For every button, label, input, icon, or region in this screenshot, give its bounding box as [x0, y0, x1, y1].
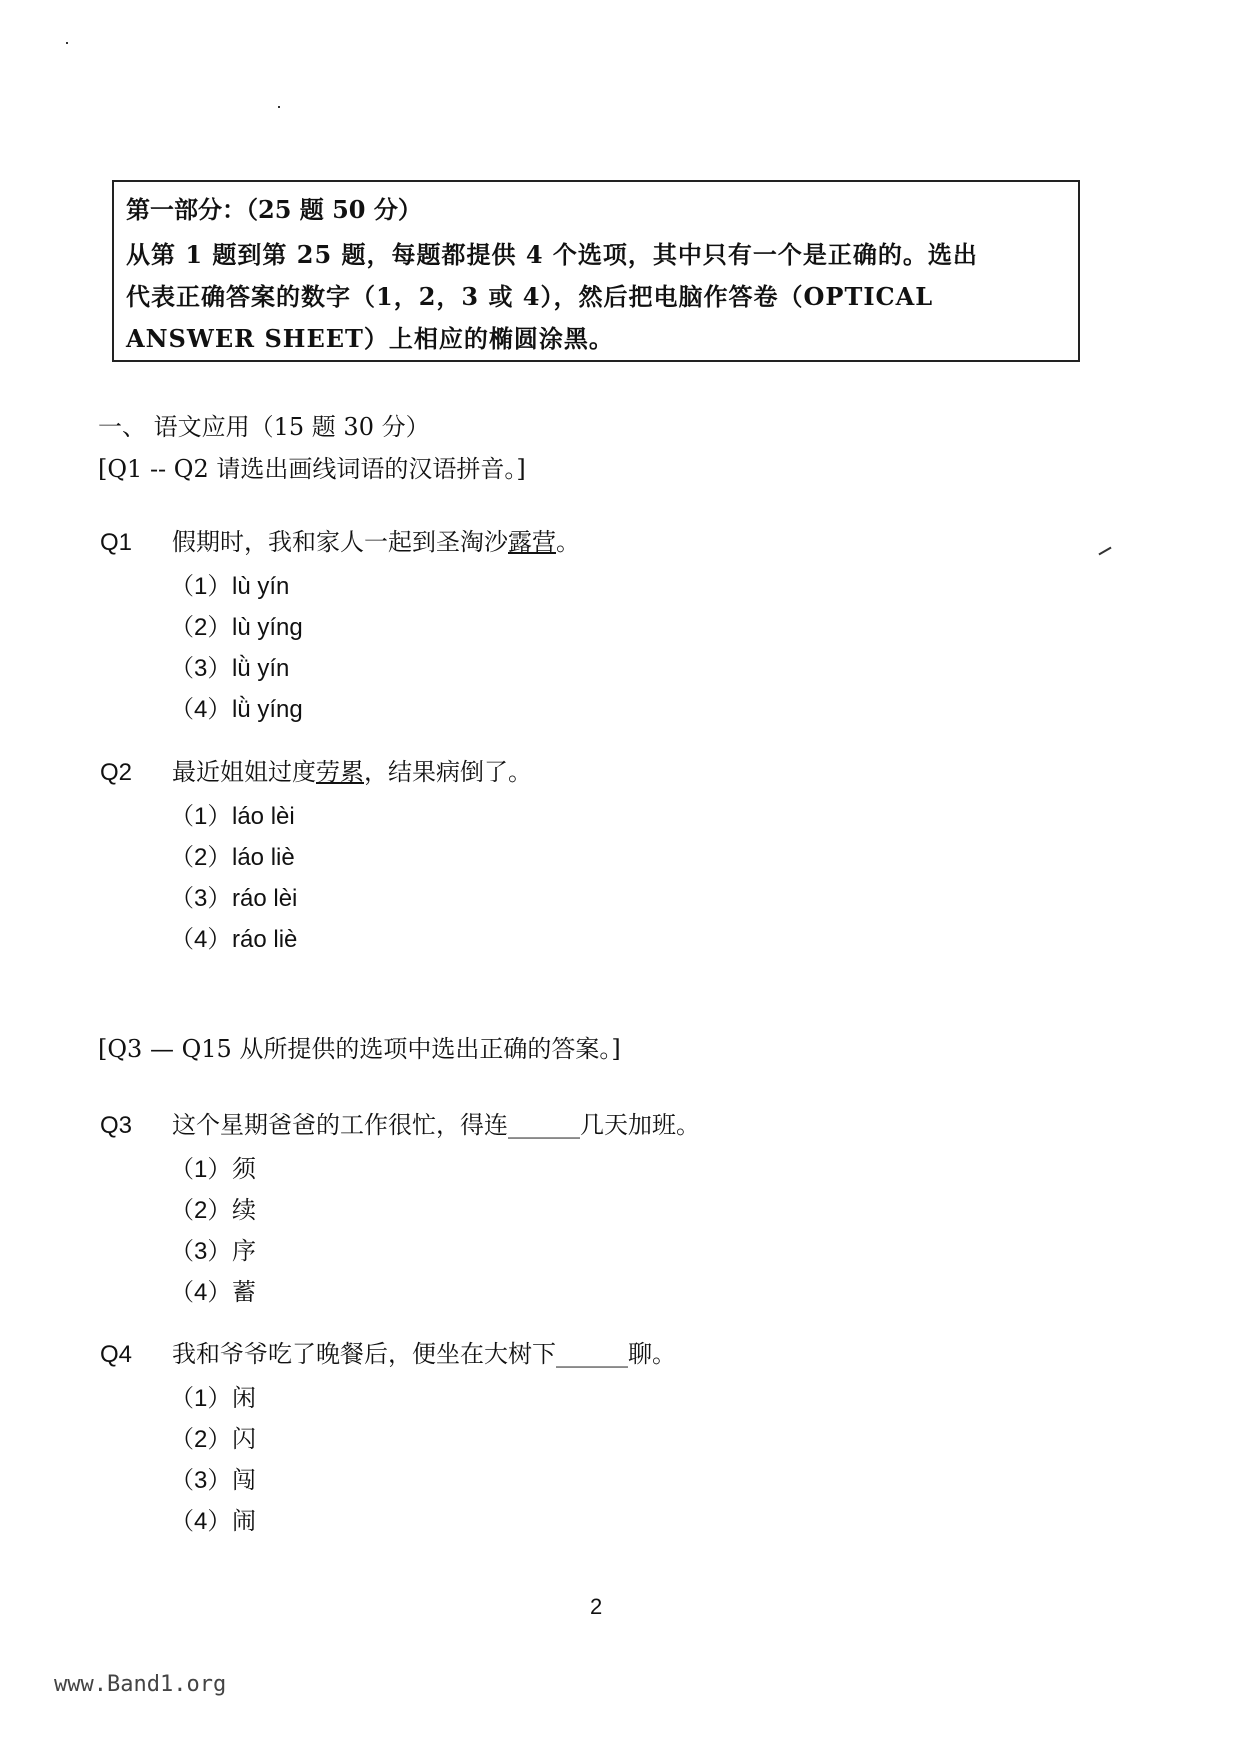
option-text: 闲	[232, 1384, 256, 1412]
option-text: lù yíng	[232, 614, 303, 641]
instruction-text-line-3: ANSWER SHEET）上相应的椭圆涂黑。	[126, 324, 614, 353]
page-number: 2	[590, 1594, 603, 1619]
option-4	[170, 689, 1100, 730]
option-2	[170, 837, 1100, 878]
stem-text-end: ，结果病倒了。	[364, 758, 532, 786]
option-1	[170, 1378, 1100, 1419]
underlined-word: 露营	[508, 528, 556, 556]
option-number: （4）	[170, 696, 232, 723]
option-3	[170, 1231, 1100, 1272]
option-number: （3）	[170, 885, 232, 912]
option-number: （2）	[170, 614, 232, 641]
watermark-url: www.Band1.org	[54, 1672, 227, 1697]
question-q2	[100, 755, 1100, 960]
option-number: （3）	[170, 1467, 232, 1494]
option-list	[170, 1149, 1100, 1313]
option-number: （4）	[170, 1279, 232, 1306]
option-text: ráo liè	[232, 926, 298, 953]
option-1	[170, 796, 1100, 837]
option-list	[170, 566, 1100, 730]
part-title: 第一部分：（25 题 50 分）	[126, 195, 422, 224]
stem-text: 我和爷爷吃了晚餐后，便坐在大树下______聊。	[172, 1340, 676, 1368]
option-2	[170, 1190, 1100, 1231]
question-number: Q4	[100, 1341, 133, 1368]
option-text: 须	[232, 1155, 256, 1183]
option-number: （1）	[170, 573, 232, 600]
underlined-word: 劳累	[316, 758, 364, 786]
option-number: （4）	[170, 1508, 232, 1535]
q1-q2-instruction: [Q1 -- Q2 请选出画线词语的汉语拼音。]	[98, 455, 526, 483]
option-number: （2）	[170, 1426, 232, 1453]
question-number: Q1	[100, 529, 133, 556]
option-text: 续	[232, 1196, 256, 1224]
scan-speck	[66, 42, 68, 44]
question-number: Q3	[100, 1112, 133, 1139]
option-list	[170, 796, 1100, 960]
instruction-text-line-1: 从第 1 题到第 25 题，每题都提供 4 个选项，其中只有一个是正确的。选出	[126, 240, 978, 269]
option-3	[170, 648, 1100, 689]
option-number: （1）	[170, 1156, 232, 1183]
option-number: （1）	[170, 803, 232, 830]
option-number: （2）	[170, 1197, 232, 1224]
option-text: láo lèi	[232, 803, 295, 830]
option-3	[170, 878, 1100, 919]
stem-text-end: 。	[556, 528, 580, 556]
question-q4	[100, 1337, 1100, 1542]
stem-text: 假期时，我和家人一起到圣淘沙	[172, 528, 508, 556]
option-number: （3）	[170, 655, 232, 682]
option-2	[170, 607, 1100, 648]
option-text: 蓄	[232, 1278, 256, 1306]
scan-speck	[1098, 547, 1111, 556]
option-text: láo liè	[232, 844, 295, 871]
option-number: （2）	[170, 844, 232, 871]
question-stem	[100, 1337, 1100, 1372]
option-number: （4）	[170, 926, 232, 953]
option-4	[170, 919, 1100, 960]
question-stem	[100, 525, 1100, 560]
option-4	[170, 1272, 1100, 1313]
question-q3	[100, 1108, 1100, 1313]
option-text: 闯	[232, 1466, 256, 1494]
stem-text: 最近姐姐过度	[172, 758, 316, 786]
option-1	[170, 1149, 1100, 1190]
q3-q15-instruction: [Q3 — Q15 从所提供的选项中选出正确的答案。]	[98, 1035, 621, 1063]
option-text: 序	[232, 1237, 256, 1265]
question-stem	[100, 755, 1100, 790]
option-list	[170, 1378, 1100, 1542]
question-q1	[100, 525, 1100, 730]
scan-speck	[278, 106, 280, 108]
instruction-text-line-2: 代表正确答案的数字（1，2，3 或 4），然后把电脑作答卷（OPTICAL	[126, 282, 934, 311]
section-heading: 一、 语文应用（15 题 30 分）	[98, 413, 430, 441]
option-4	[170, 1501, 1100, 1542]
question-stem	[100, 1108, 1100, 1143]
option-text: lù yín	[232, 573, 290, 600]
question-number: Q2	[100, 759, 133, 786]
option-text: lǜ yíng	[232, 696, 303, 723]
option-2	[170, 1419, 1100, 1460]
option-number: （1）	[170, 1385, 232, 1412]
option-1	[170, 566, 1100, 607]
instruction-box	[112, 180, 1080, 362]
option-3	[170, 1460, 1100, 1501]
option-text: 闹	[232, 1507, 256, 1535]
option-number: （3）	[170, 1238, 232, 1265]
stem-text: 这个星期爸爸的工作很忙，得连______几天加班。	[172, 1111, 700, 1139]
option-text: lǜ yín	[232, 655, 290, 682]
option-text: 闪	[232, 1425, 256, 1453]
option-text: ráo lèi	[232, 885, 298, 912]
